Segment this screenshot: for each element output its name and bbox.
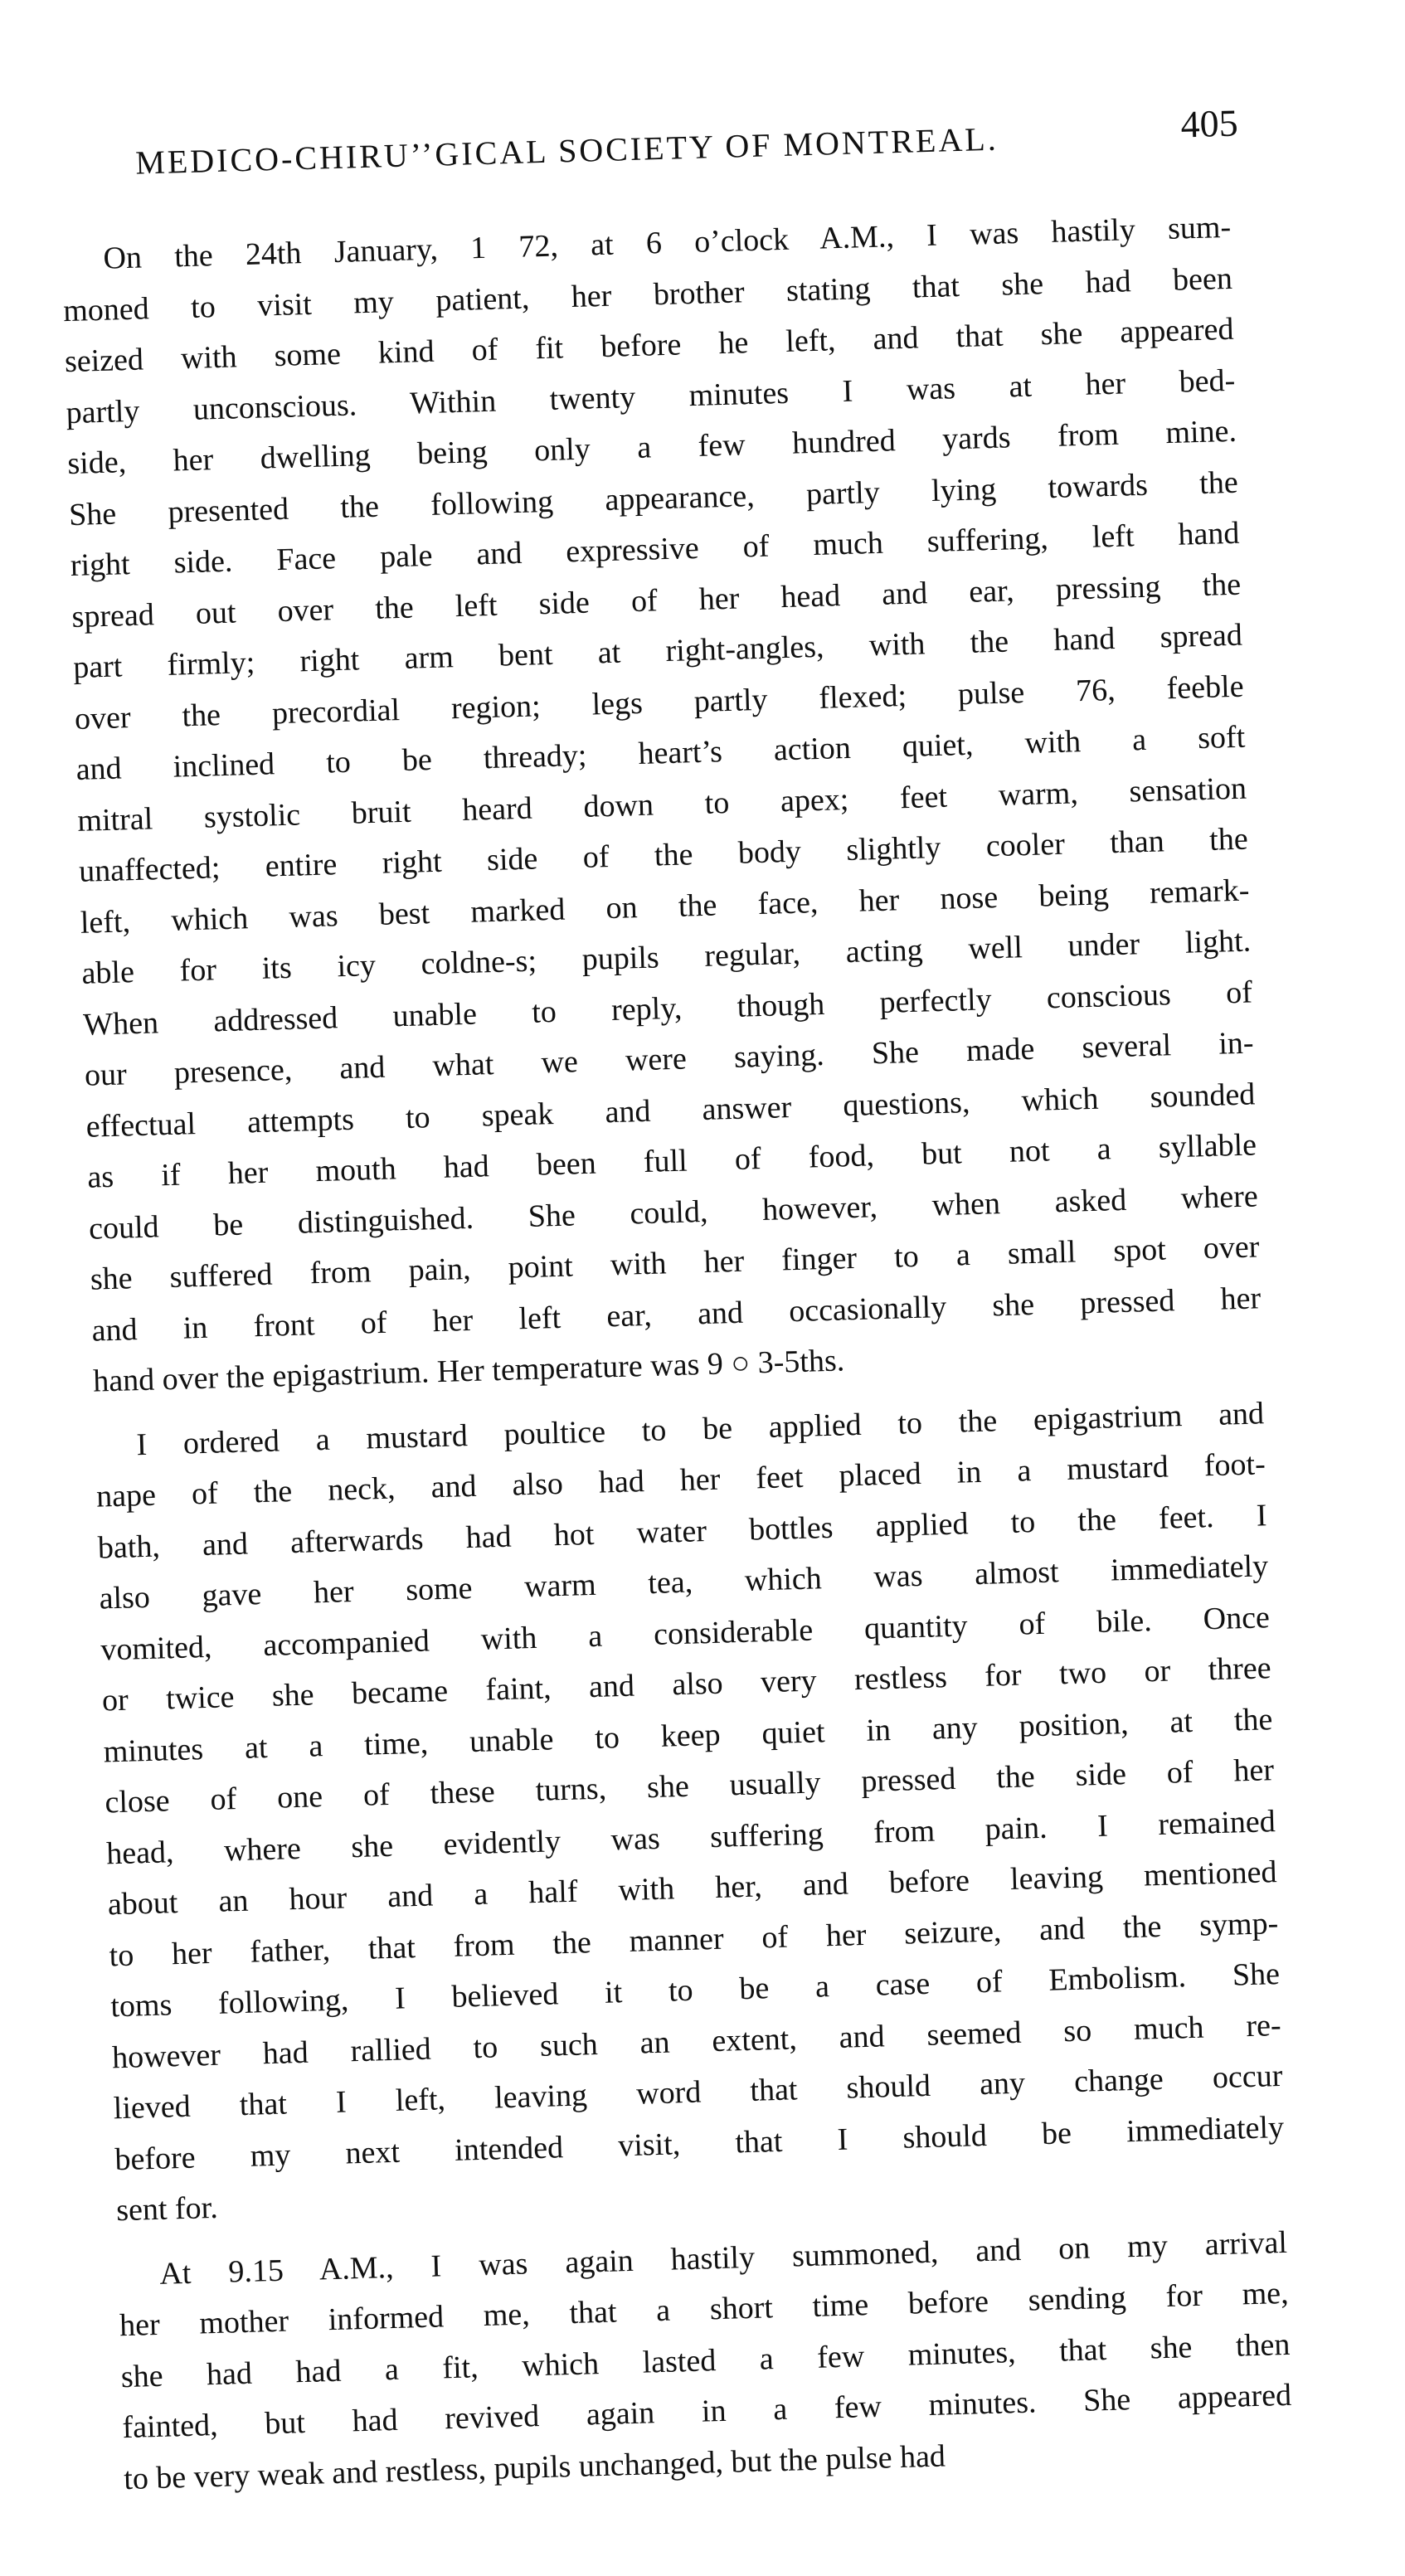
text-line: and inclined to be thready; heart’s action quiet, with a soft — [75, 719, 1246, 787]
paragraph — [118, 2217, 1294, 2505]
text-line: She presented the following appearance, partly lying towards the — [68, 464, 1239, 532]
page-number: 405 — [1179, 101, 1239, 146]
text-line: over the precordial region; legs partly flexed; pulse 76, feeble — [74, 668, 1245, 736]
text-line: At 9.15 A.M., I was again hastily summoned, and on my arrival — [158, 2224, 1288, 2292]
text-line: partly unconscious. Within twenty minutes I was at her bed- — [66, 362, 1236, 430]
text-line: side, her dwelling being only a few hundred yards from mine. — [66, 413, 1237, 482]
text-line: as if her mouth had been full of food, but not a syllable — [86, 1127, 1257, 1195]
text-line: could be distinguished. She could, however, when asked where — [88, 1178, 1259, 1247]
text-line: able for its icy coldne-s; pupils regular, acting well under light. — [81, 923, 1252, 991]
text-line: effectual attempts to speak and answer questions, which sounded — [85, 1076, 1256, 1145]
text-line: nape of the neck, and also had her feet placed in a mustard foot- — [95, 1446, 1266, 1514]
text-line: On the 24th January, 1 72, at 6 o’clock A.M., I was hastily sum- — [102, 209, 1232, 276]
text-line: moned to visit my patient, her brother stating that she had been — [62, 260, 1233, 328]
text-line: I ordered a mustard poultice to be applied to the epigastrium and — [135, 1395, 1265, 1462]
paragraph — [95, 1388, 1286, 2237]
running-title: MEDICO-CHIRU’’GICAL SOCIETY OF MONTREAL. — [134, 119, 999, 182]
text-line: minutes at a time, unable to keep quiet in any position, at the — [103, 1701, 1273, 1769]
text-line: unaffected; entire right side of the body slightly cooler than the — [78, 821, 1249, 889]
text-line: and in front of her left ear, and occasionally she pressed her — [91, 1280, 1262, 1349]
text-line: to her father, that from the manner of her seizure, and the symp- — [109, 1905, 1279, 1973]
text-line: seized with some kind of fit before he left, and that she appeared — [64, 311, 1235, 380]
text-line: her mother informed me, that a short time before sending for me, — [119, 2275, 1290, 2344]
text-line: before my next intended visit, that I should be immediately — [114, 2109, 1285, 2177]
text-line: she had had a fit, which lasted a few minutes, that she then — [120, 2326, 1291, 2394]
text-line: hand over the epigastrium. Her temperature was 9 ○ 3-5ths. — [92, 1343, 845, 1399]
body-text — [61, 202, 1294, 2505]
text-line: part firmly; right arm bent at right-angles, with the hand spread — [72, 617, 1243, 685]
text-line: When addressed unable to reply, though perfectly conscious of — [82, 974, 1253, 1043]
text-line: close of one of these turns, she usually pressed the side of her — [104, 1752, 1275, 1820]
text-line: also gave her some warm tea, which was almost immediately — [99, 1548, 1269, 1616]
text-line: lieved that I left, leaving word that should any change occur — [113, 2058, 1283, 2126]
text-line: head, where she evidently was suffering from pain. I remained — [105, 1803, 1276, 1871]
text-line: spread out over the left side of her head and ear, pressing the — [70, 566, 1242, 634]
text-line: toms following, I believed it to be a case of Embolism. She — [109, 1956, 1281, 2024]
page-header — [134, 101, 1239, 198]
text-line: about an hour and a half with her, and before leaving mentioned — [107, 1854, 1277, 1922]
text-line: or twice she became faint, and also very restless for two or three — [101, 1650, 1272, 1718]
text-line: our presence, and what we were saying. She made several in- — [84, 1025, 1255, 1093]
text-line: right side. Face pale and expressive of much suffering, left hand — [70, 515, 1240, 584]
text-line: bath, and afterwards had hot water bottles applied to the feet. I — [97, 1497, 1267, 1566]
text-line: left, which was best marked on the face, her nose being remark- — [80, 872, 1250, 940]
text-line: to be very weak and restless, pupils unchanged, but the pulse had — [123, 2437, 946, 2496]
text-line: fainted, but had revived again in a few minutes. She appeared — [121, 2377, 1292, 2446]
text-line: however had rallied to such an extent, and seemed so much re- — [111, 2007, 1282, 2075]
text-line: she suffered from pain, point with her finger to a small spot over — [90, 1229, 1260, 1297]
text-line: sent for. — [115, 2190, 219, 2228]
paragraph — [61, 202, 1263, 1407]
text-line: vomited, accompanied with a considerable quantity of bile. Once — [100, 1599, 1271, 1668]
text-line: mitral systolic bruit heard down to apex; feet warm, sensation — [76, 770, 1247, 838]
